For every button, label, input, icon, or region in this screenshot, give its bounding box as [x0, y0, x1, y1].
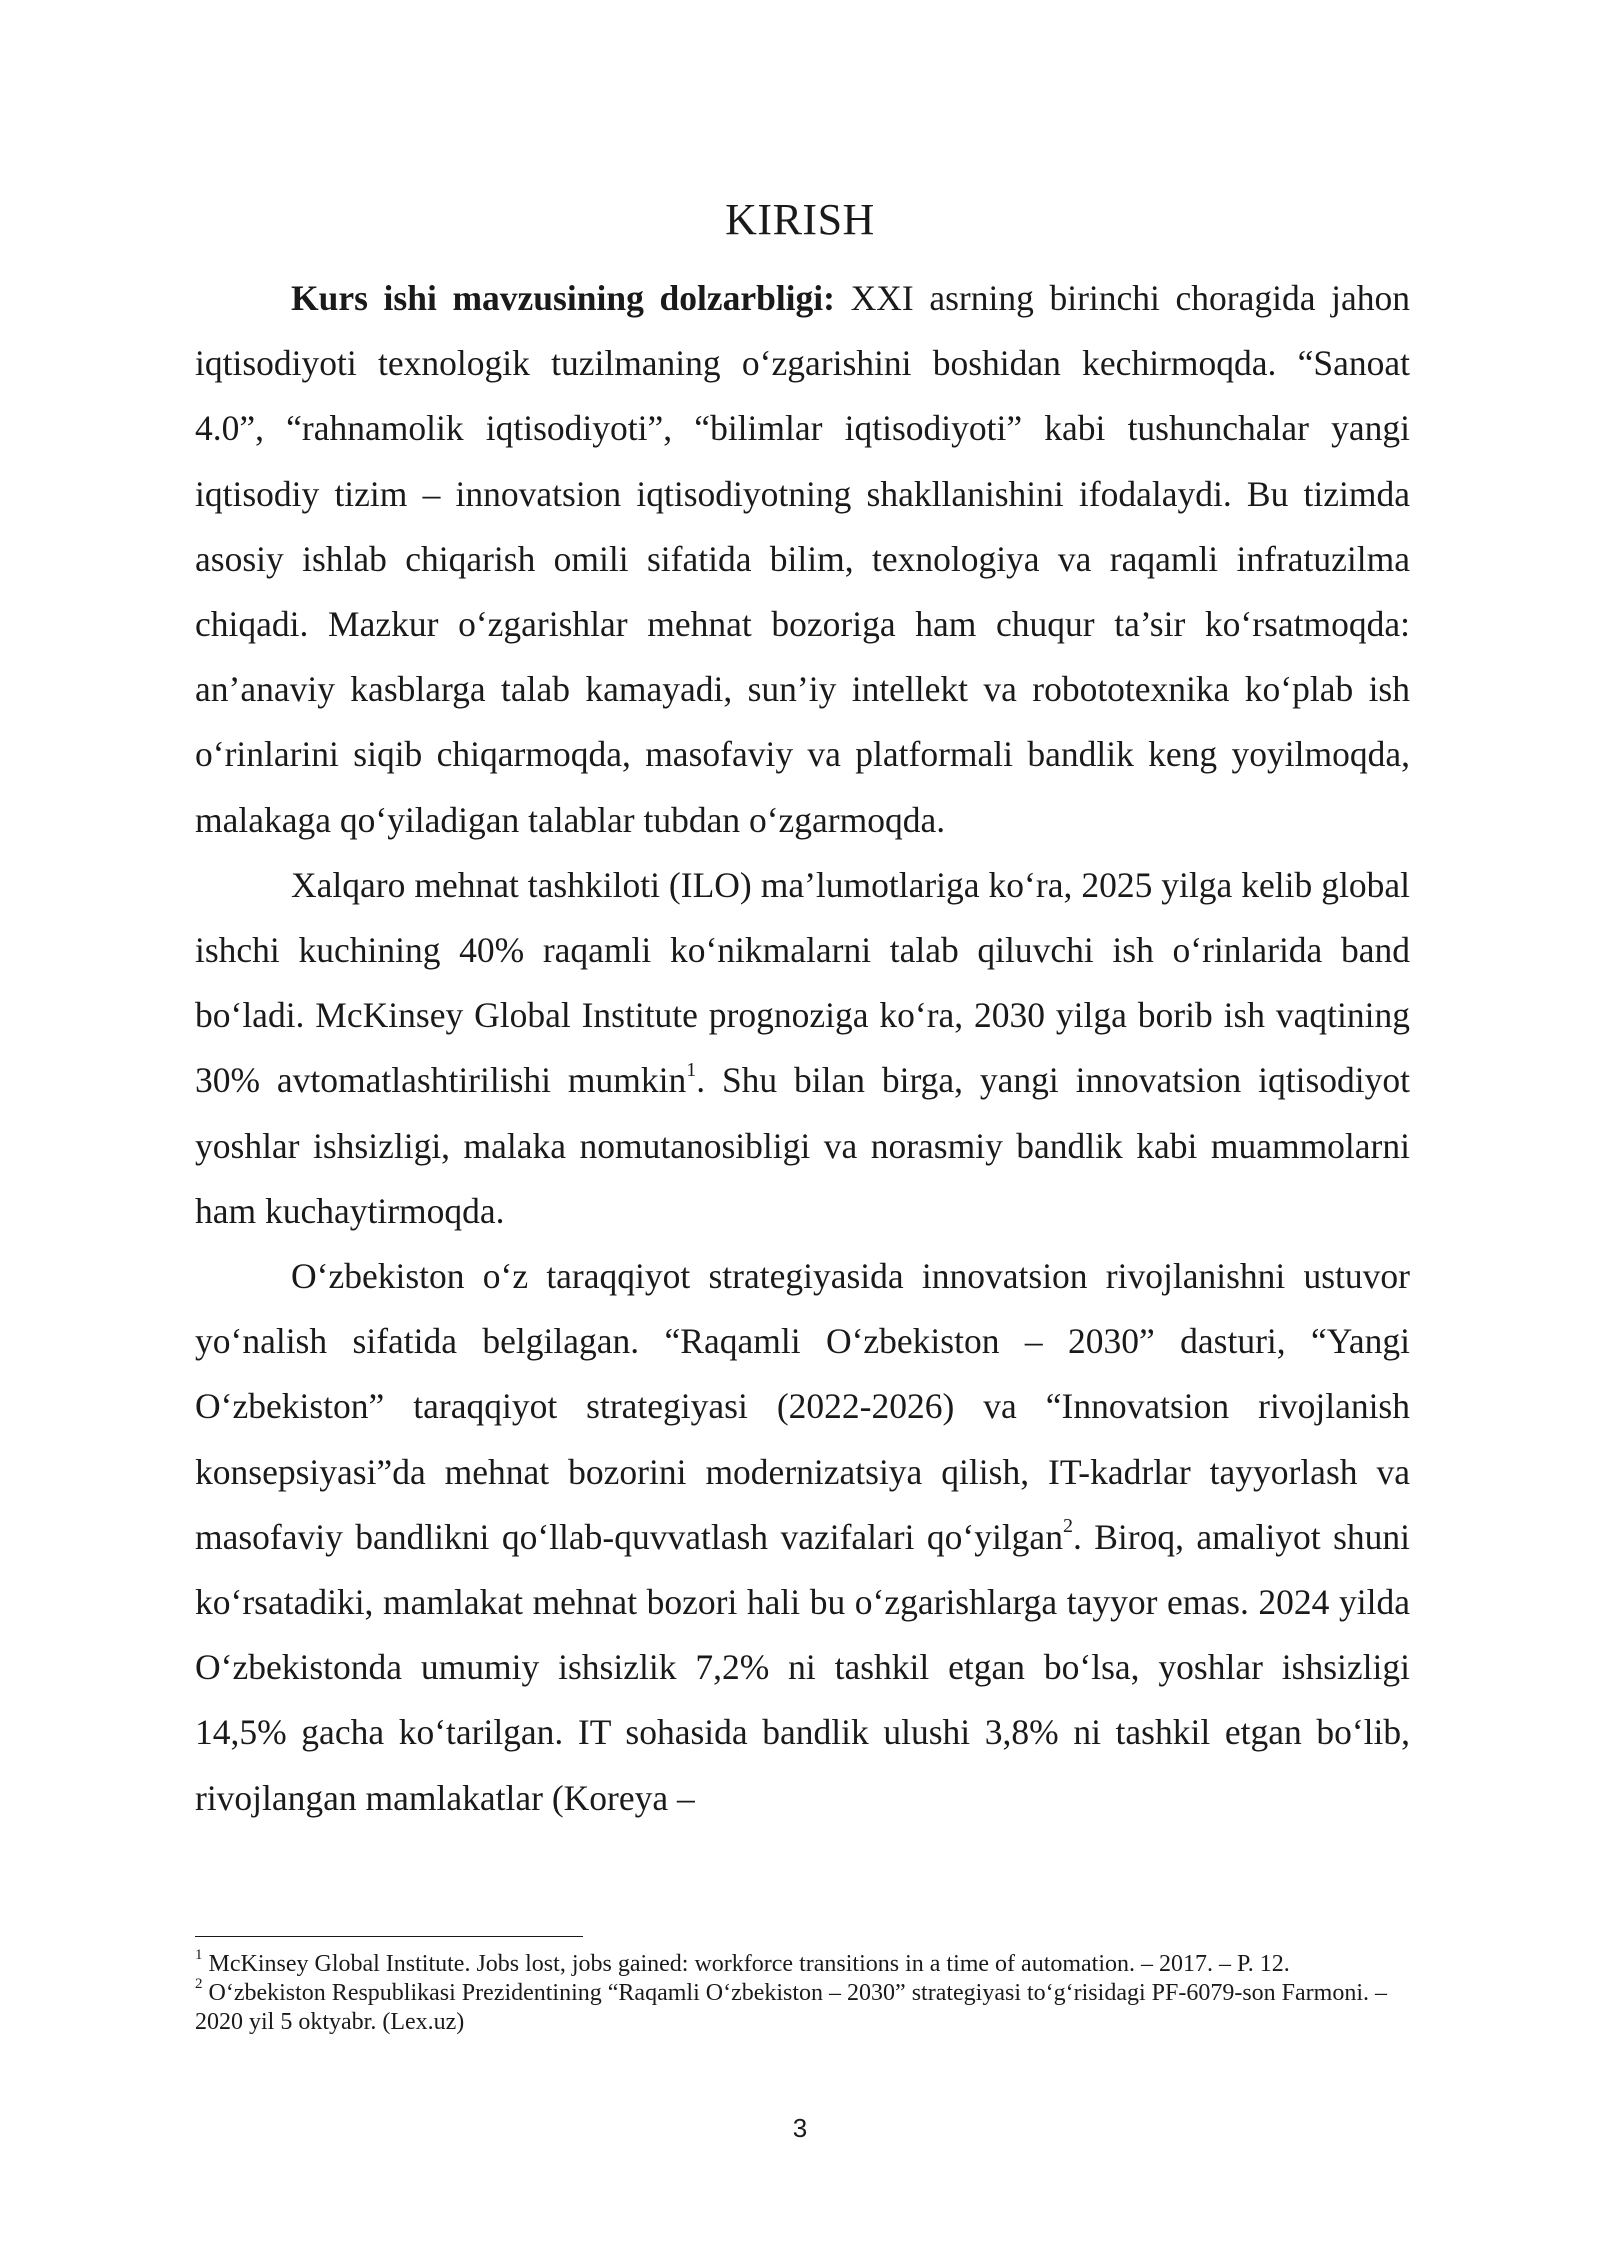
paragraph-uzbekistan-text-before: O‘zbekiston o‘z taraqqiyot strategiyasida innovatsion rivojlanishni ustuvor yo‘nalish sifatida belgilagan. “Raqamli O‘zbekiston – 2030” dasturi, “Yangi O‘zbekiston” taraqqiyot strategiyasi (2022-2026) va “Innovatsion rivojlanish konsepsiyasi”da mehnat bozorini modernizatsiya qilish, IT-kadrlar tayyorlash va masofaviy bandlikni qo‘llab-quvvatlash vazifalari qo‘yilgan	[195, 1256, 1410, 1557]
footnote-item	[195, 1947, 1410, 1979]
body-text	[195, 266, 1410, 1831]
paragraph-uzbekistan	[195, 1244, 1410, 1831]
page-number: 3	[792, 2113, 808, 2143]
paragraph-ilo-text-before: Xalqaro mehnat tashkiloti (ILO) ma’lumotlariga ko‘ra, 2025 yilga kelib global ishchi kuchining 40% raqamli ko‘nikmalarni talab qiluvchi ish o‘rinlarida band bo‘ladi. McKinsey Global Institute prognoziga ko‘ra, 2030 yilga borib ish vaqtining 30% avtomatlashtirilishi mumkin	[195, 864, 1410, 1101]
paragraph-ilo	[195, 853, 1410, 1244]
intro-paragraph	[195, 266, 1410, 853]
footnote-ref-1[interactable]: 1	[686, 1058, 697, 1081]
footnote-separator	[195, 1936, 583, 1937]
page-title: KIRISH	[725, 195, 875, 244]
footnote-text: O‘zbekiston Respublikasi Prezidentining “Raqamli O‘zbekiston – 2030” strategiyasi to‘g‘risidagi PF-6079-son Farmoni. – 2020 yil 5 oktyabr. (Lex.uz)	[195, 1980, 1387, 2035]
footnote-text: McKinsey Global Institute. Jobs lost, jobs gained: workforce transitions in a time of automation. – 2017. – P. 12.	[202, 1951, 1290, 1977]
intro-lead-bold: Kurs ishi mavzusining dolzarbligi:	[291, 278, 835, 318]
paragraph-uzbekistan-text-after: . Biroq, amaliyot shuni ko‘rsatadiki, mamlakat mehnat bozori hali bu o‘zgarishlarga tayyor emas. 2024 yilda O‘zbekistonda umumiy ishsizlik 7,2% ni tashkil etgan bo‘lsa, yoshlar ishsizligi 14,5% gacha ko‘tarilgan. IT sohasida bandlik ulushi 3,8% ni tashkil etgan bo‘lib, rivojlangan mamlakatlar (Koreya –	[195, 1516, 1411, 1818]
footnote-item	[195, 1976, 1410, 2037]
footnote-number: 2	[195, 1976, 203, 1992]
intro-text: XXI asrning birinchi choragida jahon iqtisodiyoti texnologik tuzilmaning o‘zgarishini boshidan kechirmoqda. “Sanoat 4.0”, “rahnamolik iqtisodiyoti”, “bilimlar iqtisodiyoti” kabi tushunchalar yangi iqtisodiy tizim – innovatsion iqtisodiyotning shakllanishini ifodalaydi. Bu tizimda asosiy ishlab chiqarish omili sifatida bilim, texnologiya va raqamli infratuzilma chiqadi. Mazkur o‘zgarishlar mehnat bozoriga ham chuqur ta’sir ko‘rsatmoqda: an’anaviy kasblarga talab kamayadi, sun’iy intellekt va robototexnika ko‘plab ish o‘rinlarini siqib chiqarmoqda, masofaviy va platformali bandlik keng yoyilmoqda, malakaga qo‘yiladigan talablar tubdan o‘zgarmoqda.	[195, 278, 1410, 840]
footnotes	[195, 1947, 1410, 2037]
paragraph-ilo-text-after: . Shu bilan birga, yangi innovatsion iqtisodiyot yoshlar ishsizligi, malaka nomutanosibligi va norasmiy bandlik kabi muammolarni ham kuchaytirmoqda.	[195, 1060, 1411, 1231]
footnote-ref-2[interactable]: 2	[1062, 1515, 1073, 1538]
footnote-number: 1	[195, 1947, 203, 1963]
